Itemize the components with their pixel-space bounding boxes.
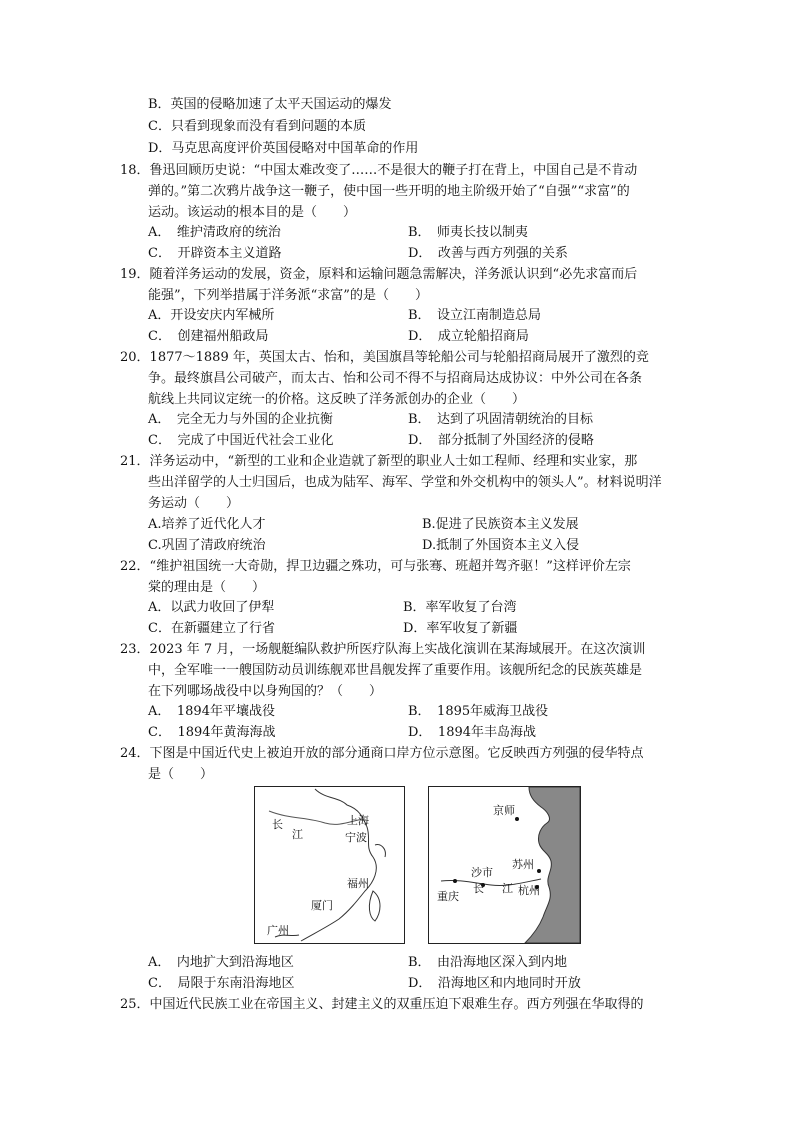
question-stem-line: 运动。该运动的根本目的是（ ） xyxy=(148,205,357,220)
option-a: A．以武力收回了伊犁 xyxy=(148,600,275,615)
map-label: 江 xyxy=(292,828,303,841)
map-label: 京师 xyxy=(493,804,515,817)
map-label: 江 xyxy=(502,882,513,895)
question-stem-line: 航线上共同议定统一的价格。这反映了洋务派创办的企业（ ） xyxy=(148,392,526,407)
option-d: D． 部分抵制了外国经济的侵略 xyxy=(408,433,594,448)
map-label: 杭州 xyxy=(518,884,540,897)
question-stem-line: 些出洋留学的人士归国后，也成为陆军、海军、学堂和外交机构中的领头人”。材料说明洋 xyxy=(148,475,662,490)
question-stem-line: 25．中国近代民族工业在帝国主义、封建主义的双重压迫下艰难生存。西方列强在华取得的 xyxy=(120,997,644,1012)
map-label: 厦门 xyxy=(311,899,333,912)
option-d: D．率军收复了新疆 xyxy=(403,621,518,636)
question-stem-line: 22．“维护祖国统一大奇勋，捍卫边疆之殊功，可与张骞、班超并驾齐驱！”这样评价左宗 xyxy=(120,559,631,574)
question-stem-line: 弹的。”第二次鸦片战争这一鞭子，使中国一些开明的地主阶级开始了“自强”“求富”的 xyxy=(148,184,630,199)
map-label: 长 xyxy=(272,818,283,831)
question-stem-line: 争。最终旗昌公司破产，而太古、怡和公司不得不与招商局达成协议：中外公司在各条 xyxy=(148,371,643,386)
option-b: B． 设立江南制造总局 xyxy=(408,308,542,323)
question-stem-line: 19．随着洋务运动的发展，资金，原料和运输问题急需解决，洋务派认识到“必先求富而后 xyxy=(120,267,638,282)
question-stem-line: 务运动（ ） xyxy=(148,496,240,511)
map-label: 沙市 xyxy=(471,866,493,879)
treaty-ports-map-right xyxy=(428,786,581,944)
map-label: 广州 xyxy=(267,924,289,937)
option-c: C． 创建福州船政局 xyxy=(148,329,269,344)
option-a: A． 维护清政府的统治 xyxy=(148,225,281,240)
option-d: D.抵制了外国资本主义入侵 xyxy=(422,538,580,553)
question-stem-line: 中，全军唯一一艘国防动员训练舰邓世昌舰发挥了重要作用。该舰所纪念的民族英雄是 xyxy=(148,663,643,678)
option-d: D． 成立轮船招商局 xyxy=(408,329,529,344)
option-b: B． 师夷长技以制夷 xyxy=(408,225,529,240)
question-stem-line: 是（ ） xyxy=(148,767,214,782)
map-label: 福州 xyxy=(347,877,369,890)
option-a: A．开设安庆内军械所 xyxy=(148,308,275,323)
option-b: B．率军收复了台湾 xyxy=(403,600,517,615)
coastline-drawing xyxy=(255,787,404,943)
option-b: B． 达到了巩固清朝统治的目标 xyxy=(408,412,594,427)
question-stem-line: 21．洋务运动中，“新型的工业和企业造就了新型的职业人士如工程师、经理和实业家，那 xyxy=(120,454,638,469)
map-label: 重庆 xyxy=(437,890,459,903)
question-stem-line: 24．下图是中国近代史上被迫开放的部分通商口岸方位示意图。它反映西方列强的侵华特点 xyxy=(120,746,644,761)
map-label: 苏州 xyxy=(512,858,534,871)
option-c: C． 1894年黄海海战 xyxy=(148,725,276,740)
option-c: C． 开辟资本主义道路 xyxy=(148,246,282,261)
map-label: 上海 xyxy=(347,814,369,827)
option-c: C． 完成了中国近代社会工业化 xyxy=(148,433,334,448)
option-a: A.培养了近代化人才 xyxy=(148,517,266,532)
option-d: D． 改善与西方列强的关系 xyxy=(408,246,568,261)
option-a: A． 内地扩大到沿海地区 xyxy=(148,955,294,970)
question-stem-line: 20．1877～1889 年，英国太古、怡和，美国旗昌等轮船公司与轮船招商局展开了激烈的竞 xyxy=(120,350,649,365)
question-stem-line: 23．2023 年 7 月，一场舰艇编队救护所医疗队海上实战化演训在某海域展开。在这次演训 xyxy=(120,642,646,657)
treaty-ports-map-left xyxy=(254,786,405,944)
question-stem-line: 在下列哪场战役中以身殉国的？（ ） xyxy=(148,684,383,699)
question-stem-line: 18．鲁迅回顾历史说：“中国太难改变了……不是很大的鞭子打在背上，中国自己是不肯动 xyxy=(120,163,638,178)
option-a: A． 完全无力与外国的企业抗衡 xyxy=(148,412,333,427)
option-b: B． 由沿海地区深入到内地 xyxy=(408,955,568,970)
map-label: 宁波 xyxy=(345,831,367,844)
option-c: C．只看到现象而没有看到问题的本质 xyxy=(148,119,366,134)
option-b: B． 1895年威海卫战役 xyxy=(408,704,549,719)
option-d: D． 沿海地区和内地同时开放 xyxy=(408,976,581,991)
option-b: B.促进了民族资本主义发展 xyxy=(422,517,579,532)
option-c: C.巩固了清政府统治 xyxy=(148,538,266,553)
option-c: C．在新疆建立了行省 xyxy=(148,621,275,636)
option-b: B．英国的侵略加速了太平天国运动的爆发 xyxy=(148,97,392,112)
option-c: C． 局限于东南沿海地区 xyxy=(148,976,295,991)
question-stem-line: 能强”，下列举措属于洋务派“求富”的是（ ） xyxy=(148,288,428,303)
question-stem-line: 棠的理由是（ ） xyxy=(148,580,266,595)
map-label: 长 xyxy=(473,882,484,895)
option-d: D． 1894年丰岛海战 xyxy=(408,725,537,740)
option-d: D．马克思高度评价英国侵略对中国革命的作用 xyxy=(148,141,419,156)
option-a: A． 1894年平壤战役 xyxy=(148,704,275,719)
